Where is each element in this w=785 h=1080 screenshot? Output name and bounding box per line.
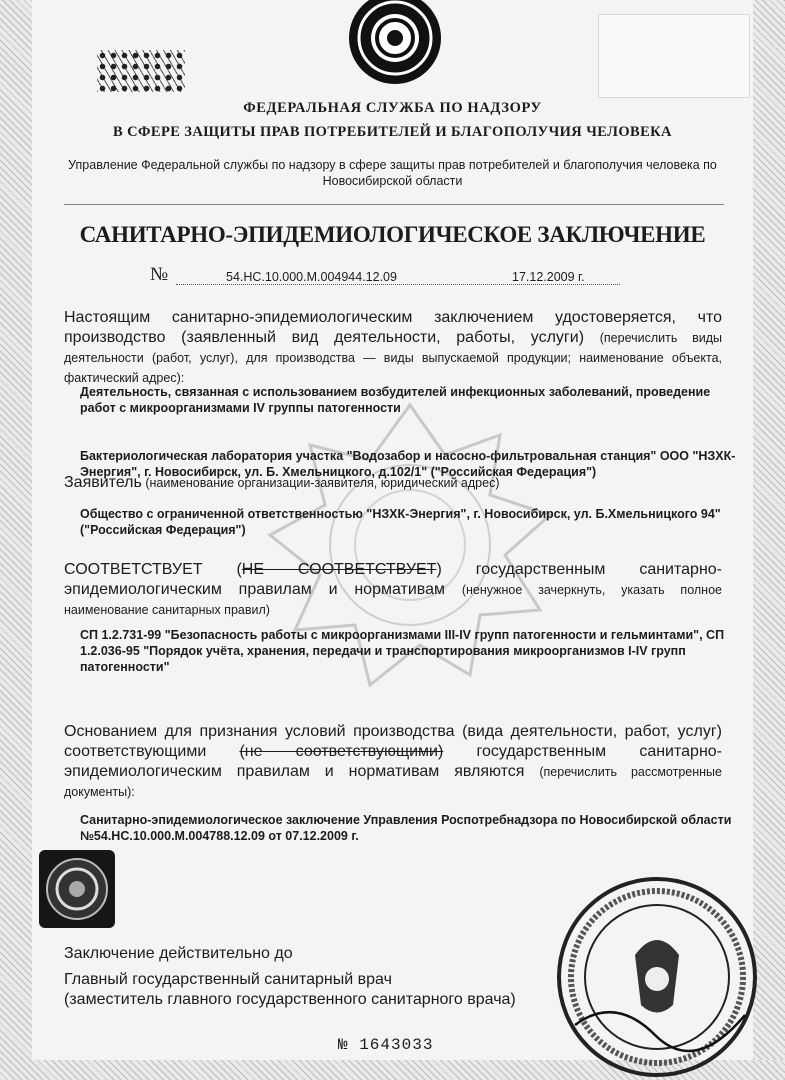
intro-paragraph [64, 308, 722, 388]
round-stamp-icon [555, 875, 760, 1080]
deputy-label: (заместитель главного государственного санитарного врача) [64, 991, 516, 1008]
document-title: САНИТАРНО-ЭПИДЕМИОЛОГИЧЕСКОЕ ЗАКЛЮЧЕНИЕ [79, 222, 706, 247]
compliance-struck: НЕ СООТВЕТСТВУЕТ [241, 561, 437, 578]
chief-doctor-label: Главный государственный санитарный врач [64, 971, 392, 988]
document-number: 54.НС.10.000.М.004944.12.09 [226, 270, 397, 284]
sanitary-rules: СП 1.2.731-99 "Безопасность работы с микроорганизмами III-IV групп патогенности и гельминтами", СП 1.2.036-95 "Порядок учёта, хранения, передачи и транспортирования микроорганизмов I-IV групп патогенности" [80, 628, 725, 674]
basis-paragraph [64, 722, 722, 802]
number-underline [176, 284, 620, 285]
compliance-rest: государственным санитарно-эпидемиологическим правилам и нормативам [64, 561, 722, 598]
department-name: Управление Федеральной службы по надзору в сфере защиты прав потребителей и благополучия человека по Новосибирской области [68, 158, 717, 188]
guilloche-pattern [97, 50, 185, 92]
intro-note: (перечислить виды деятельности (работ, услуг), для производства — виды выпускаемой продукции; наименование объекта, фактический адрес): [64, 331, 722, 385]
basis-note: (перечислить рассмотренные документы): [64, 765, 722, 799]
applicant-label: Заявитель [64, 474, 142, 491]
basis-text-2: государственным санитарно-эпидемиологическим правилам и нормативам являются [64, 743, 722, 780]
facility-description: Бактериологическая лаборатория участка "Водозабор и насосно-фильтровальная станция" ООО "НЗХК-Энергия", г. Новосибирск, ул. Б. Хмельницкого, д.102/1" ("Российская Федерация") [80, 449, 736, 479]
divider [64, 204, 724, 205]
basis-document: Санитарно-эпидемиологическое заключение Управления Роспотребнадзора по Новосибирской области №54.НС.10.000.М.004788.12.09 от 07.12.2009 г. [80, 813, 732, 843]
number-sign: № [150, 264, 169, 285]
number-row [150, 264, 620, 290]
compliance-note: (ненужное зачеркнуть, указать полное наименование санитарных правил) [64, 583, 722, 617]
photo-placeholder [598, 14, 750, 98]
valid-until: Заключение действительно до [64, 945, 293, 962]
compliance-paragraph: СООТВЕТСТВУЕТ (НЕ СООТВЕТСТВУЕТ) государственным санитарно-эпидемиологическим правилам и нормативам (ненужное зачеркнуть, указать полное наименование санитарных правил) [64, 561, 722, 617]
agency-name-line1: ФЕДЕРАЛЬНАЯ СЛУЖБА ПО НАДЗОРУ [243, 100, 542, 116]
applicant-details: Общество с ограниченной ответственностью "НЗХК-Энергия", г. Новосибирск, ул. Б.Хмельницкого 94" ("Российская Федерация") [80, 507, 721, 537]
hologram-seal-icon [37, 848, 117, 930]
agency-name-line2: В СФЕРЕ ЗАЩИТЫ ПРАВ ПОТРЕБИТЕЛЕЙ И БЛАГОПОЛУЧИЯ ЧЕЛОВЕКА [113, 124, 672, 140]
serial-number: № 1643033 [338, 1036, 434, 1054]
document-date: 17.12.2009 г. [512, 270, 585, 284]
emblem-seal-icon [336, 0, 454, 96]
activity-description: Деятельность, связанная с использованием возбудителей инфекционных заболеваний, проведение работ с микроорганизмами IV группы патогенности [80, 385, 711, 415]
applicant-note: (наименование организации-заявителя, юридический адрес) [145, 476, 500, 490]
applicant-line [64, 474, 499, 492]
left-ornament-border [0, 0, 32, 1080]
basis-text-1: Основанием для признания условий производства (вида деятельности, работ, услуг) соответствующими [64, 723, 722, 760]
intro-text: Настоящим санитарно-эпидемиологическим заключением удостоверяется, что производство (заявленный вид деятельности, работы, услуги) [64, 309, 722, 346]
basis-struck: (не соответствующими) [239, 743, 444, 760]
compliance-word: СООТВЕТСТВУЕТ [64, 561, 203, 578]
